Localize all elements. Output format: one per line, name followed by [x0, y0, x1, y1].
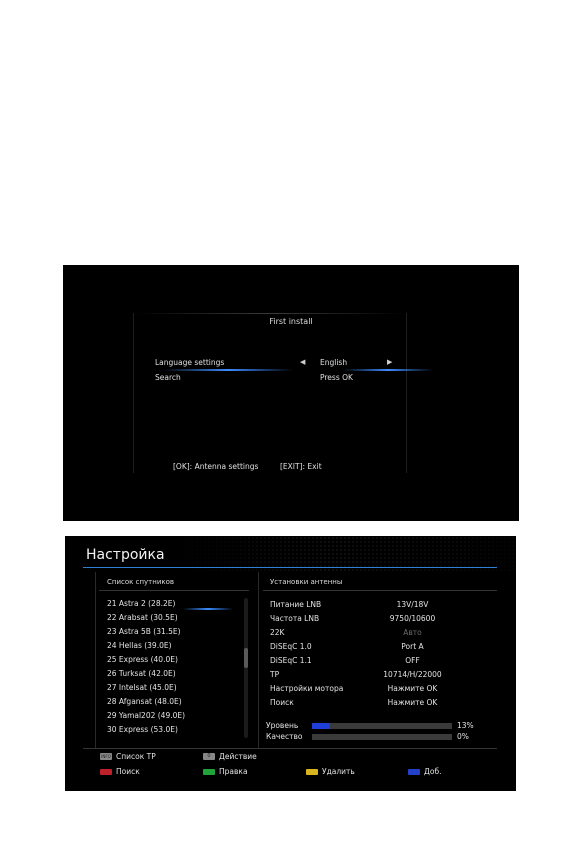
search-label[interactable]: Search [155, 373, 181, 382]
satellite-item[interactable]: 29 Yamal202 (49.0E) [107, 711, 186, 720]
green-key-icon [203, 769, 215, 775]
search-value[interactable]: Нажмите OK [387, 698, 438, 707]
diseqc10-value[interactable]: Port A [401, 642, 424, 651]
22k-label[interactable]: 22K [270, 628, 285, 637]
yellow-key-icon [306, 769, 318, 775]
scrollbar-thumb[interactable] [244, 648, 248, 668]
hint-exit: [EXIT]: Exit [280, 462, 322, 471]
arrow-left-icon[interactable]: ◀ [300, 358, 306, 366]
language-settings-label[interactable]: Language settings [155, 358, 225, 367]
signal-level-bar [312, 723, 452, 729]
signal-level-label: Уровень [266, 721, 299, 730]
info-key-icon: INFO [101, 754, 111, 759]
satellite-item[interactable]: 26 Turksat (42.0E) [107, 669, 176, 678]
edit-button[interactable]: Правка [219, 767, 248, 776]
satellite-item[interactable]: 25 Express (40.0E) [107, 655, 178, 664]
left-divider [95, 572, 96, 748]
satellite-list-header: Список спутников [107, 578, 175, 586]
search-button[interactable]: Поиск [116, 767, 140, 776]
selection-highlight-right [343, 369, 433, 371]
footer-separator [83, 748, 497, 749]
antenna-settings-header: Установки антенны [270, 578, 343, 586]
lnb-power-label[interactable]: Питание LNB [270, 600, 322, 609]
blue-key-icon [408, 769, 420, 775]
diseqc11-label[interactable]: DiSEqC 1.1 [270, 656, 312, 665]
list-header-separator [99, 590, 249, 591]
center-divider [258, 572, 259, 748]
selection-highlight [163, 369, 293, 371]
tp-label[interactable]: TP [270, 670, 280, 679]
menu-panel [133, 313, 407, 473]
red-key-icon [100, 769, 112, 775]
antenna-header-separator [263, 590, 497, 591]
tp-list-hint[interactable]: Список TP [116, 752, 156, 761]
lnb-frequency-label[interactable]: Частота LNB [270, 614, 320, 623]
motor-settings-value[interactable]: Нажмите OK [387, 684, 438, 693]
page-title: Настройка [86, 547, 165, 563]
satellite-item[interactable]: 23 Astra 5B (31.5E) [107, 627, 181, 636]
panel-top-line [133, 313, 405, 314]
lnb-power-value[interactable]: 13V/18V [396, 600, 429, 609]
zero-key-icon: 0 [203, 753, 215, 760]
22k-value: Авто [403, 628, 422, 637]
satellite-list-scrollbar[interactable] [244, 598, 248, 738]
satellite-item[interactable]: 30 Express (53.0E) [107, 725, 178, 734]
selected-satellite-highlight [183, 608, 233, 610]
add-button[interactable]: Доб. [424, 767, 442, 776]
signal-quality-bar [312, 734, 452, 740]
screen-title: First install [269, 317, 313, 326]
motor-settings-label[interactable]: Настройки мотора [270, 684, 344, 693]
hint-ok: [OK]: Antenna settings [173, 462, 259, 471]
satellite-item[interactable]: 21 Astra 2 (28.2E) [107, 599, 176, 608]
arrow-right-icon[interactable]: ▶ [387, 358, 393, 366]
tp-value[interactable]: 10714/H/22000 [383, 670, 442, 679]
diseqc10-label[interactable]: DiSEqC 1.0 [270, 642, 312, 651]
satellite-item[interactable]: 22 Arabsat (30.5E) [107, 613, 178, 622]
delete-button[interactable]: Удалить [322, 767, 355, 776]
satellite-item[interactable]: 27 Intelsat (45.0E) [107, 683, 177, 692]
signal-level-value: 13% [457, 721, 474, 730]
signal-level-fill [312, 723, 330, 729]
title-underline [83, 567, 497, 568]
satellite-item[interactable]: 28 Afgansat (48.0E) [107, 697, 182, 706]
lnb-frequency-value[interactable]: 9750/10600 [389, 614, 436, 623]
language-value[interactable]: English [320, 358, 348, 367]
actions-hint[interactable]: Действие [219, 752, 257, 761]
first-install-screen [63, 265, 519, 521]
signal-quality-value: 0% [457, 732, 469, 741]
signal-quality-label: Качество [266, 732, 303, 741]
setup-screen [65, 536, 516, 791]
search-value[interactable]: Press OK [320, 373, 353, 382]
satellite-item[interactable]: 24 Hellas (39.0E) [107, 641, 172, 650]
search-label[interactable]: Поиск [270, 698, 294, 707]
diseqc11-value[interactable]: OFF [405, 656, 420, 665]
